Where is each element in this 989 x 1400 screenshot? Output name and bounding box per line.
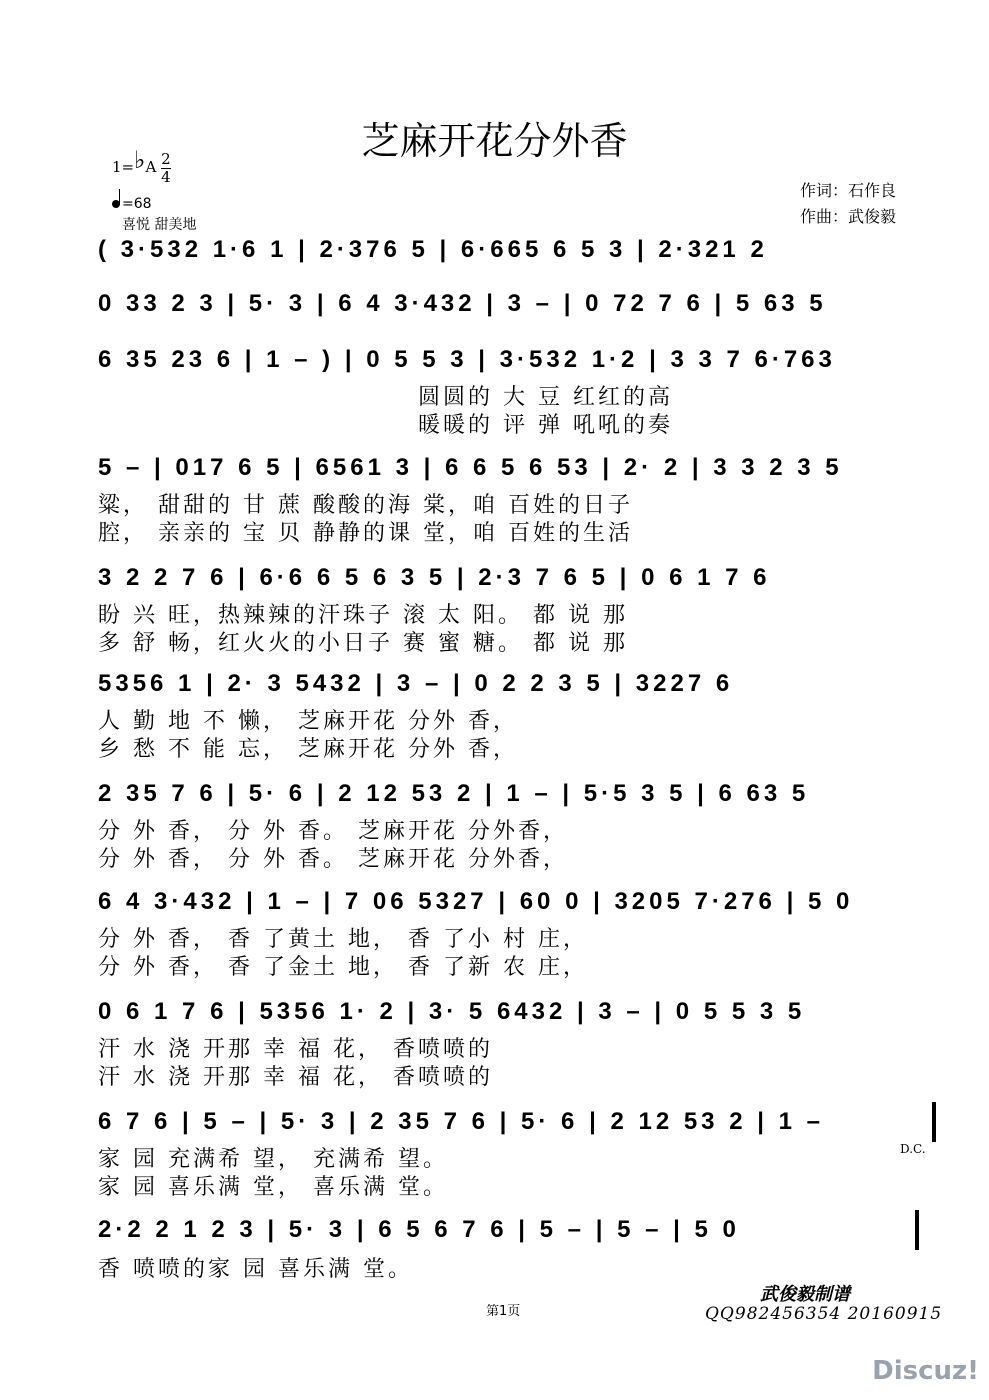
- lyrics-verse-2: 多 舒 畅，红火火的小日子 赛 蜜 糖。 都 说 那: [98, 631, 628, 656]
- dc-marking: D.C.: [900, 1142, 926, 1156]
- notes-line: ( 3·532 1·6 1 | 2·376 5 | 6·665 6 5 3 | 2·321 2: [98, 236, 768, 263]
- expression-marking: 喜悦 甜美地: [122, 217, 197, 233]
- notes-line: 2 35 7 6 | 5· 6 | 2 12 53 2 | 1 – | 5·5 3 5 | 6 63 5: [98, 780, 810, 807]
- notes-line: 3 2 2 7 6 | 6·6 6 5 6 3 5 | 2·3 7 6 5 | 0 6 1 7 6: [98, 564, 771, 591]
- notes-line: 2·2 2 1 2 3 | 5· 3 | 6 5 6 7 6 | 5 – | 5 – | 5 0: [98, 1216, 740, 1243]
- watermark-logo: Discuz!: [872, 1356, 979, 1386]
- lyrics-verse-2: 腔， 亲亲的 宝 贝 静静的课 堂，咱 百姓的生活: [98, 521, 633, 546]
- credits: [800, 178, 896, 230]
- lyrics-verse-1: 人 勤 地 不 懒， 芝麻开花 分外 香，: [98, 709, 518, 734]
- lyrics-verse-1: 香 喷喷的家 园 喜乐满 堂。: [98, 1257, 413, 1282]
- lyricist: 作词：石作良: [800, 181, 897, 200]
- lyrics-verse-1: 汗 水 浇 开那 幸 福 花， 香喷喷的: [98, 1037, 493, 1062]
- lyrics-verse-2: 家 园 喜乐满 堂， 喜乐满 堂。: [98, 1175, 448, 1200]
- lyrics-verse-1: 分 外 香， 香 了黄土 地， 香 了小 村 庄，: [98, 927, 588, 952]
- time-top: 2: [161, 149, 171, 168]
- lyrics-verse-2: 分 外 香， 分 外 香。 芝麻开花 分外香，: [98, 847, 568, 872]
- flat-icon: ♭: [134, 146, 146, 174]
- tempo-value: =68: [122, 196, 152, 212]
- page-number: 第1页: [486, 1304, 521, 1319]
- lyrics-verse-1: 粱， 甜甜的 甘 蔗 酸酸的海 棠，咱 百姓的日子: [98, 493, 633, 518]
- score-row: [98, 780, 928, 872]
- score-row: [98, 236, 928, 276]
- time-signature: [161, 151, 171, 186]
- notes-line: 0 6 1 7 6 | 5356 1· 2 | 3· 5 6432 | 3 – | 0 5 5 3 5: [98, 998, 806, 1025]
- score-row: [98, 670, 928, 762]
- score-row: [98, 346, 928, 438]
- lyrics-verse-2: 汗 水 浇 开那 幸 福 花， 香喷喷的: [98, 1065, 493, 1090]
- lyrics-verse-2: 乡 愁 不 能 忘， 芝麻开花 分外 香，: [98, 737, 518, 762]
- lyrics-verse-2: 分 外 香， 香 了金土 地， 香 了新 农 庄，: [98, 955, 588, 980]
- score-row: [98, 888, 928, 980]
- lyrics-verse-1: 圆圆的 大 豆 红红的高: [418, 385, 673, 410]
- notes-line: 5 – | 017 6 5 | 6561 3 | 6 6 5 6 53 | 2· 2 | 3 3 2 3 5: [98, 454, 843, 481]
- lyrics-verse-2: 暖暖的 评 弹 吼吼的奏: [418, 413, 673, 438]
- notes-line: 0 33 2 3 | 5· 3 | 6 4 3·432 | 3 – | 0 72 7 6 | 5 63 5: [98, 290, 827, 317]
- notes-line: 6 4 3·432 | 1 – | 7 06 5327 | 60 0 | 3205 7·276 | 5 0: [98, 888, 854, 915]
- tempo-marking: [112, 196, 152, 212]
- lyrics-verse-1: 盼 兴 旺，热辣辣的汗珠子 滚 太 阳。 都 说 那: [98, 603, 628, 628]
- lyrics-verse-1: 家 园 充满希 望， 充满希 望。: [98, 1147, 448, 1172]
- score-row: [98, 454, 928, 546]
- notes-line: 6 7 6 | 5 – | 5· 3 | 2 35 7 6 | 5· 6 | 2 12 53 2 | 1 –: [98, 1108, 824, 1135]
- notes-line: 6 35 23 6 | 1 – ) | 0 5 5 3 | 3·532 1·2 | 3 3 7 6·763: [98, 346, 836, 373]
- score-row: [98, 998, 928, 1090]
- quarter-note-icon: [112, 200, 120, 208]
- key-prefix: 1=: [112, 158, 135, 176]
- lyrics-verse-1: 分 外 香， 分 外 香。 芝麻开花 分外香，: [98, 819, 568, 844]
- maker-credit: 武俊毅制谱: [760, 1284, 850, 1305]
- contact-info: QQ982456354 20160915: [705, 1304, 943, 1324]
- composer: 作曲：武俊毅: [800, 207, 897, 226]
- score-title: 芝麻开花分外香: [361, 119, 628, 163]
- score-row: [98, 290, 928, 330]
- final-barline: [915, 1210, 919, 1250]
- final-barline: [932, 1102, 936, 1142]
- notes-line: 5356 1 | 2· 3 5432 | 3 – | 0 2 2 3 5 | 3227 6: [98, 670, 734, 697]
- time-bottom: 4: [161, 167, 171, 186]
- score-row: [98, 564, 928, 656]
- key-signature: [112, 146, 171, 186]
- key-tonic: A: [145, 158, 157, 176]
- score-row: [98, 1216, 928, 1282]
